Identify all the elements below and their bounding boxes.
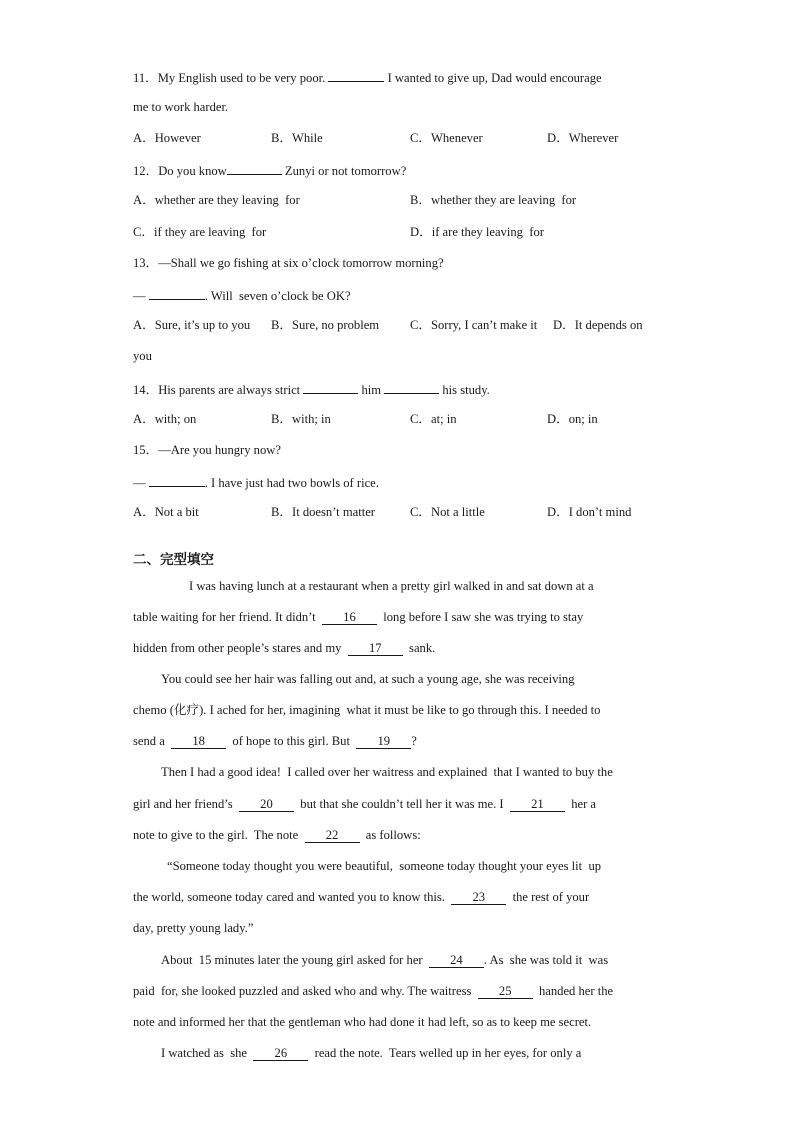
blank-22: 22: [305, 828, 360, 843]
q11-blank: [328, 68, 384, 82]
passage-text: girl and her friend’s: [133, 797, 239, 811]
passage-text: send a: [133, 734, 172, 748]
q15-stem: 15．—Are you hungry now?: [133, 443, 281, 457]
passage-text: About 15 minutes later the young girl asked for her: [161, 953, 429, 967]
q13-option-a: A．Sure, it’s up to you: [133, 318, 251, 332]
q14-stem-text-3: his study.: [439, 383, 490, 397]
passage-line-9: [133, 827, 421, 843]
passage-line-14: [133, 983, 613, 999]
passage-text: of hope to this girl. But: [226, 734, 357, 748]
blank-24: 24: [429, 953, 484, 968]
q13-option-b: B．Sure, no problem: [271, 318, 380, 332]
blank-16: 16: [322, 610, 377, 625]
passage-text: her a: [564, 797, 597, 811]
q14-blank-2: [384, 380, 439, 394]
passage-line-5: chemo (化疗). I ached for her, imagining what it must be like to go through this. I needed to: [133, 703, 601, 717]
q11-stem-text-2: I wanted to give up, Dad would encourage: [384, 71, 602, 85]
passage-text: but that she couldn’t tell her it was me. I: [293, 797, 510, 811]
q14-option-d: D．on; in: [547, 412, 598, 426]
passage-line-11: [133, 889, 589, 905]
q12-option-a: A．whether are they leaving for: [133, 193, 300, 207]
q13-option-c: C．Sorry, I can’t make it: [410, 318, 538, 332]
passage-text: hidden from other people’s stares and my: [133, 641, 348, 655]
q14-stem: [133, 380, 490, 398]
blank-17: 17: [348, 641, 403, 656]
q11-option-d: D．Wherever: [547, 131, 619, 145]
passage-line-4: You could see her hair was falling out and, at such a young age, she was receiving: [161, 672, 575, 686]
passage-text: sank.: [402, 641, 436, 655]
q12-option-d: D．if are they leaving for: [410, 225, 544, 239]
passage-text: I watched as she: [161, 1046, 254, 1060]
q12-stem: [133, 161, 406, 179]
q12-blank: [227, 161, 282, 175]
q15-option-d: D．I don’t mind: [547, 505, 632, 519]
q14-stem-text: 14．His parents are always strict: [133, 383, 304, 397]
passage-text: the rest of your: [506, 890, 590, 904]
blank-20: 20: [239, 797, 294, 812]
q15-option-c: C．Not a little: [410, 505, 485, 519]
passage-text: read the note. Tears welled up in her eyes, for only a: [308, 1046, 582, 1060]
passage-line-1: I was having lunch at a restaurant when a pretty girl walked in and sat down at a: [189, 579, 594, 593]
q11-stem: [133, 68, 602, 86]
passage-text: as follows:: [359, 828, 421, 842]
q12-option-c: C．if they are leaving for: [133, 225, 267, 239]
blank-26: 26: [253, 1046, 308, 1061]
q13-reply: [133, 286, 351, 304]
passage-text: . As she was told it was: [483, 953, 609, 967]
q13-reply-dash: —: [133, 289, 149, 303]
blank-21: 21: [510, 797, 565, 812]
passage-line-12: day, pretty young lady.”: [133, 921, 254, 935]
q11-option-b: B．While: [271, 131, 323, 145]
q15-option-b: B．It doesn’t matter: [271, 505, 375, 519]
q13-reply-text: . Will seven o’clock be OK?: [204, 289, 351, 303]
q14-blank-1: [303, 380, 358, 394]
blank-19: 19: [356, 734, 411, 749]
q11-option-a: A．However: [133, 131, 201, 145]
q15-reply-text: . I have just had two bowls of rice.: [204, 476, 379, 490]
q13-blank: [149, 286, 205, 300]
q15-blank: [149, 473, 205, 487]
q13-stem: 13．—Shall we go fishing at six o’clock tomorrow morning?: [133, 256, 444, 270]
q11-stem-text: 11．My English used to be very poor.: [133, 71, 329, 85]
passage-line-13: [161, 952, 608, 968]
passage-text: note to give to the girl. The note: [133, 828, 305, 842]
passage-text: table waiting for her friend. It didn’t: [133, 610, 322, 624]
passage-text: handed her the: [532, 984, 614, 998]
q11-option-c: C．Whenever: [410, 131, 483, 145]
q14-option-a: A．with; on: [133, 412, 197, 426]
blank-23: 23: [451, 890, 506, 905]
passage-text: ?: [411, 734, 417, 748]
q11-stem-wrap: me to work harder.: [133, 100, 229, 114]
blank-25: 25: [478, 984, 533, 999]
blank-18: 18: [171, 734, 226, 749]
q14-option-b: B．with; in: [271, 412, 331, 426]
passage-text: long before I saw she was trying to stay: [376, 610, 584, 624]
passage-text: paid for, she looked puzzled and asked who and why. The waitress: [133, 984, 478, 998]
passage-line-10: “Someone today thought you were beautiful, someone today thought your eyes lit up: [167, 859, 602, 873]
q15-reply-dash: —: [133, 476, 149, 490]
passage-line-7: Then I had a good idea! I called over her waitress and explained that I wanted to buy the: [161, 765, 613, 779]
q12-option-b: B．whether they are leaving for: [410, 193, 577, 207]
q13-option-d-wrap: you: [133, 349, 152, 363]
q12-stem-text-2: Zunyi or not tomorrow?: [281, 164, 407, 178]
q14-option-c: C．at; in: [410, 412, 457, 426]
passage-line-16: [161, 1045, 581, 1061]
passage-line-8: [133, 796, 596, 812]
passage-line-15: note and informed her that the gentleman who had done it had left, so as to keep me secret.: [133, 1015, 592, 1029]
q14-stem-text-2: him: [358, 383, 385, 397]
passage-line-3: [133, 640, 435, 656]
passage-line-2: [133, 609, 583, 625]
q13-option-d: D．It depends on: [553, 318, 643, 332]
q15-option-a: A．Not a bit: [133, 505, 199, 519]
q12-stem-text: 12．Do you know: [133, 164, 227, 178]
passage-text: the world, someone today cared and wanted you to know this.: [133, 890, 452, 904]
section-title: 二、完型填空: [133, 552, 214, 568]
passage-line-6: [133, 733, 417, 749]
q15-reply: [133, 473, 379, 491]
